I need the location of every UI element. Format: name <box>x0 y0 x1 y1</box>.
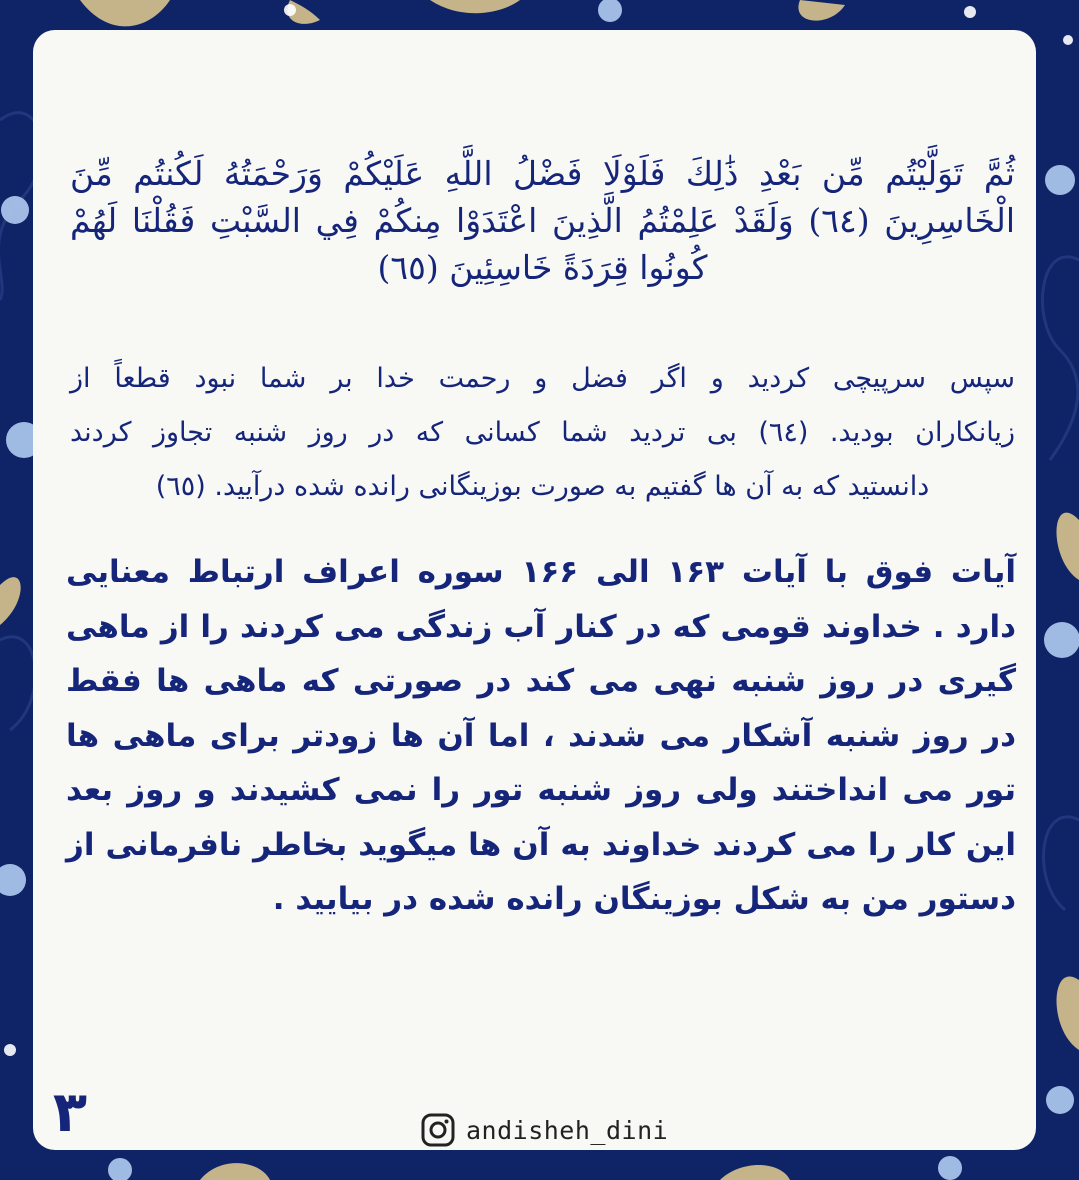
translation-line: زیانکاران بودید. (٦٤) بی تردید شما کسانی که در روز شنبه تجاوز کردند <box>70 417 1015 448</box>
translation-line: سپس سرپیچی کردید و اگر فضل و رحمت خدا بر شما نبود قطعاً از <box>70 363 1015 394</box>
quran-verse: ثُمَّ تَوَلَّيْتُم مِّن بَعْدِ ذَٰلِكَ فَلَوْلَا فَضْلُ اللَّهِ عَلَيْكُمْ وَرَحْمَتُهُ لَكُنتُم مِّنَ الْخَاسِرِينَ (٦٤) وَلَقَدْ عَلِمْتُمُ الَّذِينَ اعْتَدَوْا مِنكُمْ فِي السَّبْتِ فَقُلْنَا لَهُمْ كُونُوا قِرَدَةً خَاسِئِينَ (٦٥) <box>70 154 1015 287</box>
page-number: ۳ <box>52 1080 88 1145</box>
persian-translation <box>70 352 1015 514</box>
translation-line: دانستید که به آن ها گفتیم به صورت بوزینگانی رانده شده درآیید. (٦٥) <box>155 471 930 502</box>
commentary-text: آیات فوق با آیات ۱۶۳ الی ۱۶۶ سوره اعراف ارتباط معنایی دارد . خداوند قومی که در کنار آب زندگی می کردند را از ماهی گیری در روز شنبه نهی می کند در صورتی که ماهی ها فقط در روز شنبه آشکار می شدند ، اما آن ها زودتر برای ماهی ها تور می انداختند ولی روز شنبه تور را نمی کشیدند و روز بعد این کار را می کردند خداوند به آن ها میگوید بخاطر نافرمانی از دستور من به شکل بوزینگان رانده شده در بیایید . <box>66 554 1016 917</box>
instagram-handle[interactable]: andisheh_dini <box>466 1115 669 1145</box>
instagram-icon <box>420 1112 456 1148</box>
instagram-handle-footer[interactable] <box>420 1108 668 1152</box>
